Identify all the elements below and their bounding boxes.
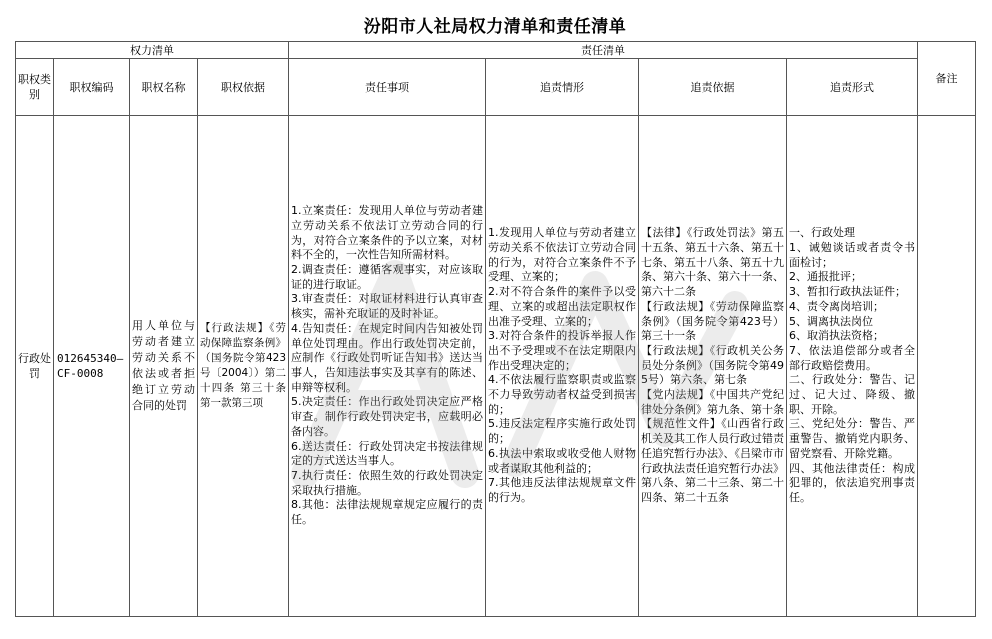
accountability-forms-cell	[787, 116, 918, 617]
cell-line: 四、其他法律责任：构成犯罪的，依法追究刑事责任。	[789, 461, 915, 504]
remarks-header: 备注	[918, 42, 976, 116]
cell-line: 4、责令离岗培训；	[789, 299, 884, 313]
accountability-cases-cell	[486, 116, 639, 617]
cell-line: 5.违反法定程序实施行政处罚的；	[488, 417, 636, 446]
cell-line: 二、行政处分：警告、记过、记大过、降级、撤职、开除。	[789, 373, 915, 416]
code-cell: 012645340—CF-0008	[54, 116, 130, 617]
cell-line: 2、通报批评；	[789, 270, 862, 284]
accountability-basis-cell	[639, 116, 787, 617]
column-header-row	[16, 59, 976, 116]
cell-line: 【行政法规】《劳动保障监察条例》（国务院令第423号） 第三十一条	[641, 299, 784, 343]
cell-line: 3.审查责任：对取证材料进行认真审查核实，需补充取证的及时补证。	[291, 292, 483, 321]
remarks-cell	[918, 116, 976, 617]
code-header: 职权编码	[54, 59, 130, 116]
cell-line: 5.决定责任：作出行政处罚决定应严格审查。制作行政处罚决定书，应载明必备内容。	[291, 395, 483, 438]
cell-line: 7、依法追偿部分或者全部行政赔偿费用。	[789, 343, 915, 372]
duties-cell	[289, 116, 486, 617]
cell-line: 一、行政处理	[789, 226, 855, 240]
cell-line: 【规范性文件】《山西省行政机关及其工作人员行政过错责任追究暂行办法》、《吕梁市市行政执法责任追究暂行办法》第八条、第二十三条、第二十四条、第二十五条	[641, 417, 784, 504]
cell-line: 4.不依法履行监察职责或监察不力导致劳动者权益受到损害的；	[488, 373, 636, 416]
basis-cell: 【行政法规】《劳动保障监察条例》（国务院令第423号〔2004〕）第二十四条 第三十条 第一款第三项	[198, 116, 289, 617]
responsibility-table	[15, 41, 976, 617]
cell-line: 【法律】《行政处罚法》第五十五条、第五十六条、第五十七条、第五十八条、第五十九条、第六十条、第六十一条、第六十二条	[641, 226, 784, 299]
name-cell: 用人单位与劳动者建立劳动关系不依法或者拒绝订立劳动合同的处罚	[130, 116, 198, 617]
group-header-row	[16, 42, 976, 59]
cell-line: 2.调查责任：遵循客观事实，对应该取证的进行取证。	[291, 263, 483, 291]
responsibility-list-header: 责任清单	[289, 42, 918, 59]
cell-line: 1.发现用人单位与劳动者建立劳动关系不依法订立劳动合同的行为，对符合立案条件不予受理、立案的；	[488, 226, 636, 284]
name-header: 职权名称	[130, 59, 198, 116]
cell-line: 【党内法规】《中国共产党纪律处分条例》第九条、第十条	[641, 388, 784, 416]
category-header: 职权类别	[16, 59, 54, 116]
cell-line: 4.告知责任：在规定时间内告知被处罚单位处罚理由。作出行政处罚决定前，应制作《行政处罚听证告知书》送达当事人，告知违法事实及其享有的陈述、申辩等权利。	[291, 321, 483, 394]
cell-line: 3、暂扣行政执法证件；	[789, 285, 906, 299]
cell-line: 1、诫勉谈话或者责令书面检讨；	[789, 241, 915, 269]
cell-line: 6.送达责任：行政处罚决定书按法律规定的方式送达当事人。	[291, 439, 483, 468]
cell-line: 【行政法规】《行政机关公务员处分条例》（国务院令第495号）第六条、第七条	[641, 343, 784, 387]
cell-line: 3.对符合条件的投诉举报人作出不予受理或不在法定期限内作出受理决定的；	[488, 329, 636, 372]
category-cell: 行政处罚	[16, 116, 54, 617]
cell-line: 1.立案责任：发现用人单位与劳动者建立劳动关系不依法订立劳动合同的行为，对符合立案条件的予以立案，对材料不全的，一次性告知所需材料。	[291, 204, 483, 262]
page-title: 汾阳市人社局权力清单和责任清单	[363, 17, 627, 37]
document-sheet	[15, 14, 975, 604]
cell-line: 7.其他违反法律法规规章文件的行为。	[488, 476, 636, 504]
accountability-forms-header: 追责形式	[787, 59, 918, 116]
accountability-basis-header: 追责依据	[639, 59, 787, 116]
cell-line: 三、党纪处分：警告、严重警告、撤销党内职务、留党察看、开除党籍。	[789, 417, 915, 460]
cell-line: 6、取消执法资格；	[789, 329, 884, 343]
cell-line: 8.其他：法律法规规章规定应履行的责任。	[291, 498, 483, 527]
cell-line: 7.执行责任：依照生效的行政处罚决定采取执行措施。	[291, 468, 483, 497]
cell-line: 5、调离执法岗位	[789, 314, 873, 328]
cell-line: 2.对不符合条件的案件予以受理、立案的或超出法定职权作出准予受理、立案的；	[488, 285, 636, 328]
basis-header: 职权依据	[198, 59, 289, 116]
power-list-header: 权力清单	[16, 42, 289, 59]
accountability-cases-header: 追责情形	[486, 59, 639, 116]
duties-header: 责任事项	[289, 59, 486, 116]
cell-line: 6.执法中索取或收受他人财物或者谋取其他利益的；	[488, 446, 636, 475]
table-row	[16, 116, 976, 617]
